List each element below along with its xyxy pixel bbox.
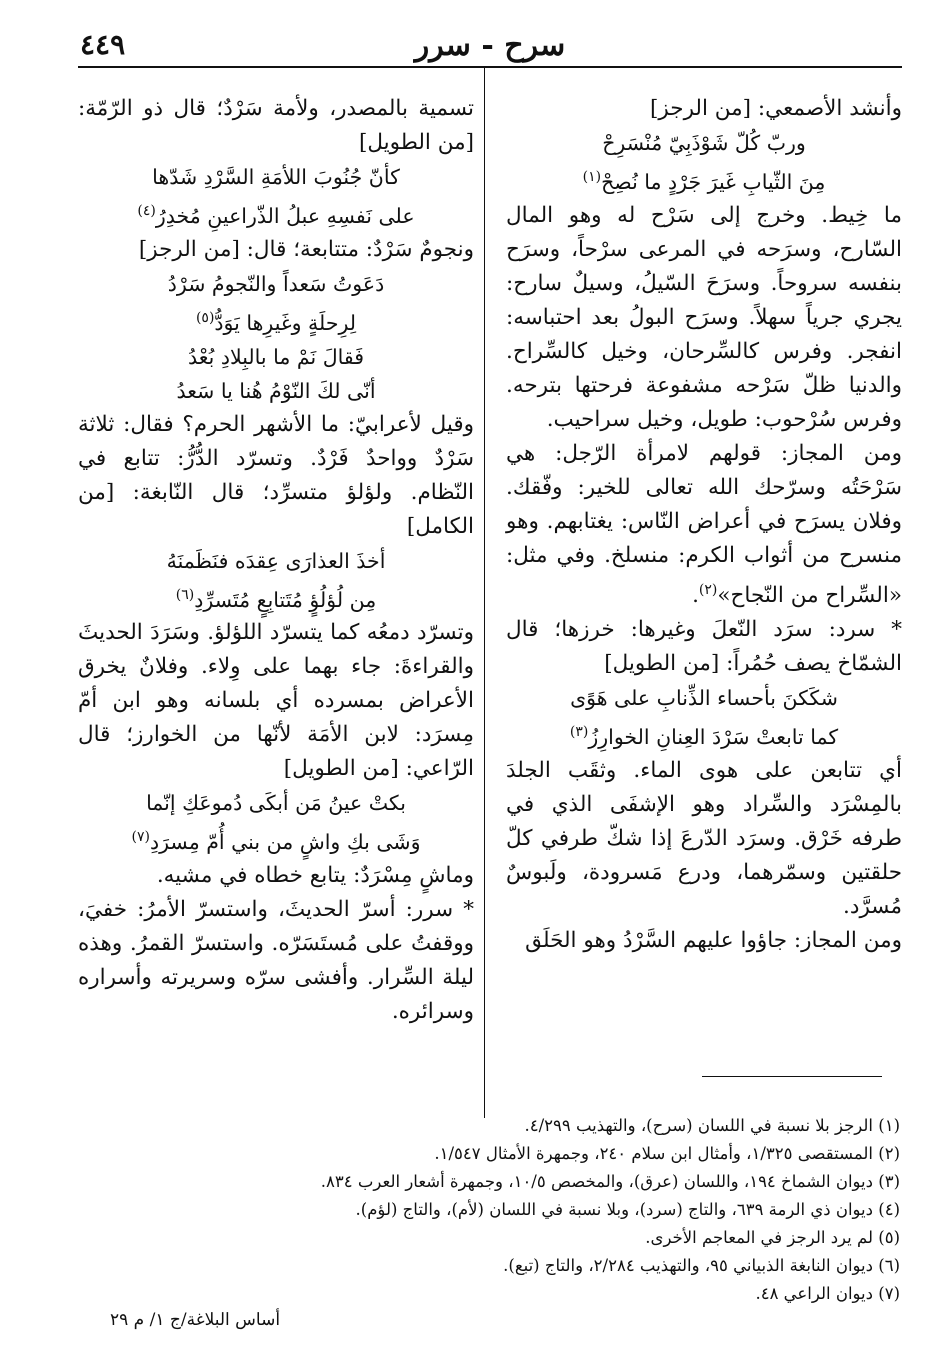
paragraph: [506, 754, 902, 924]
paragraph: [78, 92, 474, 160]
signature-mark: أساس البلاغة/ج ١/ م ٢٩: [110, 1310, 281, 1330]
paragraph-text: ومن المجاز: قولهم لامرأة الرّجل: هي سَرْحَتُه وسرّحك الله تعالى للخير: وفّقك. وفلان يسرَح في أعراض النّاس: يغتابهم. وهو منسرح من أثواب الكرم: منسلخ. وفي مثل: «السِّراح من النّجاح»: [506, 440, 902, 608]
verse-text: دَعَوتُ سَعداً والنّجومُ سَرْدُ: [167, 271, 385, 296]
verse-text: على نَفسِهِ عبلُ الذّراعينِ مُخدِرُ: [155, 203, 415, 228]
running-head: سرح - سرر: [414, 28, 566, 63]
verse-text: كما تابعتْ سَرْدَ العِنانِ الخوارِزُ: [588, 724, 839, 749]
paragraph: [78, 616, 474, 786]
paragraph: [78, 893, 474, 1029]
footnote-item: (٤) ديوان ذي الرمة ٦٣٩، والتاج (سرد)، وبلا نسبة في اللسان (لأم)، والتاج (لؤم).: [355, 1200, 900, 1219]
paragraph-text: ونجومٌ سَرْدٌ: متتابعة؛ قال: [من الرجز]: [138, 236, 474, 262]
footnote-item: (٦) ديوان النابغة الذبياني ٩٥، والتهذيب ٢/٢٨٤، والتاج (تبع).: [503, 1256, 900, 1275]
verse-text: مِنَ الثّيابِ غَيرَ جَرْدٍ ما نُصِحْ: [601, 169, 826, 194]
paragraph-text: ومن المجاز: جاؤوا عليهم السَّرْدُ وهو الحَلَق: [525, 927, 902, 953]
footnote-marker: (٦): [175, 586, 195, 603]
paragraph: [78, 408, 474, 544]
footnote-item: (٥) لم يرد الرجز في المعاجم الأخرى.: [645, 1228, 900, 1247]
paragraph: [506, 437, 902, 613]
verse-text: وَشَى بكِ واشٍ من بني أُمّ مِسرَدِ: [149, 830, 421, 855]
page-number: ٤٤٩: [80, 28, 126, 61]
verse-line: [78, 160, 474, 194]
verse-text: وربّ كُلّ شَوْذَبِيّ مُنْسَرِحْ: [602, 131, 806, 155]
paragraph: [506, 199, 902, 437]
verse-text: شكَكنَ بأحساء الذِّنابِ على هَوًى: [570, 685, 838, 710]
paragraph: [506, 92, 902, 126]
verse-line: [78, 544, 474, 578]
footnote-marker: (١): [582, 169, 602, 185]
verse-text: أخذَ العذارَى عِقدَه فنَظَمنَهُ: [166, 548, 386, 573]
paragraph-text: أي تتابعن على هوى الماء. وثقَب الجلدَ بالمِسْرَد والسِّراد وهو الإشفَى الذي في طرفه خَرْق. وسرَد الدّرعَ إذا شكّ طرفي كلّ حلقتين وسمّرهما، ودرع مَسرودة، ولَبوسٌ مُسرَّد.: [506, 757, 902, 919]
paragraph: [506, 924, 902, 958]
footnote-marker: (٣): [569, 723, 589, 740]
header-rule: [78, 66, 902, 68]
verse-line: [78, 786, 474, 820]
verse-line: [506, 160, 902, 199]
footnote-marker: (٧): [131, 829, 150, 846]
verse-text: كأنّ جُنُوبَ اللأمَةِ السَّرْدِ شَدّها: [152, 165, 400, 189]
verse-line: [78, 820, 474, 859]
verse-line: [506, 126, 902, 160]
verse-text: بكتْ عينُ مَن أبكَى دُموعَكِ إنّما: [146, 791, 406, 816]
footnote-item: (٣) ديوان الشماخ ١٩٤، واللسان (عرق)، والمخصص ١٠/٥، وجمهرة أشعار العرب ٨٣٤.: [320, 1172, 900, 1191]
left-column: [78, 92, 474, 1029]
paragraph-text: وأنشد الأصمعي: [من الرجز]: [650, 96, 902, 121]
verse-line: [78, 340, 474, 374]
paragraph-text: وتسرّد دمعُه كما يتسرّد اللؤلؤ. وسَرَدَ الحديثَ والقراءةَ: جاء بهما على وِلاء. وفلانٌ يخرق الأعراض بمسرده أي بلسانه وهو ابن أمّ مِسرَد: لابن الأمَة لأنّها من الخوارز؛ قال الرّاعي: [من الطويل]: [78, 620, 474, 782]
verse-line: [78, 267, 474, 301]
right-column: [506, 92, 902, 958]
footnote-item: (٧) ديوان الراعي ٤٨.: [755, 1284, 900, 1303]
verse-line: [506, 715, 902, 754]
footnote-item: (٢) المستقصى ١/٣٢٥، وأمثال ابن سلام ٢٤٠، وجمهرة الأمثال ١/٥٤٧.: [434, 1144, 900, 1163]
footnote-marker: (٤): [137, 203, 156, 219]
paragraph: [506, 613, 902, 681]
paragraph-text: وماشٍ مِسْرَدٌ: يتابع خطاه في مشيه.: [156, 863, 474, 889]
paragraph: [78, 233, 474, 267]
verse-text: فَقالَ نَمْ ما بالبِلادِ بُعْدُ: [187, 344, 365, 369]
page-header: [80, 28, 900, 68]
footnote-rule: [702, 1076, 882, 1077]
verse-line: [78, 194, 474, 233]
paragraph-text: * سرر: أسرّ الحديثَ، واستسرّ الأمرُ: خفيَ، ووقفتُ على مُستَسَرّه. واستسرّ القمرُ. وهذه ليلة السِّرار. وأفشى سرّه وسريرته وأسراره وسرائره.: [78, 897, 474, 1025]
verse-line: [78, 578, 474, 617]
paragraph-tail: .: [692, 582, 699, 608]
verse-text: أنّى لكَ النّوْمُ هُنا يا سَعدُ: [176, 378, 376, 403]
footnote-item: (١) الرجز بلا نسبة في اللسان (سرح)، والتهذيب ٤/٢٩٩.: [524, 1116, 900, 1135]
verse-line: [506, 681, 902, 715]
verse-text: لِرِحلَةٍ وغَيرِها يَوَدُّ: [214, 310, 357, 335]
paragraph-text: * سرد: سرَد النّعلَ وغيرها: خرزها؛ قال الشمّاخ يصف حُمُراً: [من الطويل]: [506, 616, 902, 676]
verse-line: [78, 301, 474, 340]
paragraph: [78, 859, 474, 893]
verse-line: [78, 374, 474, 408]
footnote-marker: (٥): [195, 309, 215, 326]
paragraph-text: ما خِيط. وخرج إلى سَرْح له وهو المال السّارح، وسرَحه في المرعى سرْحاً، وسرَح بنفسه سروحاً. وسرَحَ السّيلُ، وسيلٌ سارح: يجري جرياً سهلاً. وسرَح البولُ بعد احتباسه: انفجر. وفرس كالسِّرحان، وخيل كالسِّراح. والدنيا ظلّ سَرْحه مشفوعة فرحتها بترحه. وفرس سُرْحوب: طويل، وخيل سراحيب.: [506, 202, 902, 432]
verse-text: مِن لُؤلُؤٍ مُتَتابِعٍ مُتَسرِّدِ: [194, 587, 377, 612]
paragraph-text: وقيل لأعرابيّ: ما الأشهر الحرم؟ فقال: ثلاثة سَرْدٌ وواحدٌ فَرْدٌ. وتسرّد الدُّرُّ: تتابع في النّظام. ولؤلؤ متسرِّد؛ قال النّابغة: [من الكامل]: [78, 411, 474, 539]
paragraph-text: تسمية بالمصدر، ولأمة سَرْدٌ؛ قال ذو الرّمّة: [من الطويل]: [78, 96, 474, 155]
footnotes: [60, 1112, 900, 1308]
footnote-marker: (٢): [698, 581, 718, 598]
column-divider: [484, 66, 485, 1118]
